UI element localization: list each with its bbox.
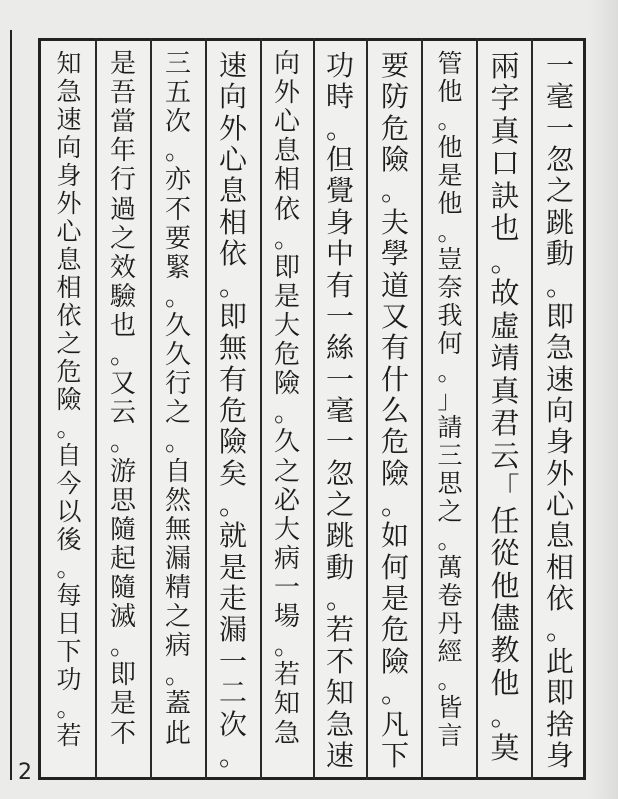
character: 。 <box>437 217 463 246</box>
character: 。 <box>164 660 191 691</box>
character: 息 <box>545 519 574 553</box>
character: 忽 <box>325 456 354 490</box>
character: 相 <box>273 165 300 196</box>
character: 若 <box>56 721 82 750</box>
character: 精 <box>164 572 191 603</box>
character: 丹 <box>437 609 463 638</box>
character: 二 <box>218 676 247 710</box>
character: 有 <box>218 362 247 396</box>
character: 之 <box>545 174 574 208</box>
character: 「 <box>490 471 520 506</box>
character: 是 <box>218 550 247 584</box>
character: 即 <box>273 252 300 283</box>
character: 君 <box>490 406 520 441</box>
character: 是 <box>109 50 136 79</box>
character: 毫 <box>545 80 574 114</box>
character: 今 <box>56 469 82 498</box>
character: 一 <box>218 644 247 678</box>
character: 。 <box>56 413 82 442</box>
character: 訣 <box>490 178 520 213</box>
character: 即 <box>545 676 574 710</box>
character: 時 <box>325 80 354 114</box>
character: 此 <box>545 644 574 678</box>
character: 就 <box>218 519 247 553</box>
character: 以 <box>56 497 82 526</box>
character: 」 <box>437 385 463 414</box>
character: 次 <box>218 707 247 741</box>
character: 功 <box>325 50 354 82</box>
column-rule <box>531 38 533 780</box>
character: 。 <box>56 693 82 722</box>
character: 要 <box>164 223 191 254</box>
character: 毫 <box>325 393 354 427</box>
character: 他 <box>490 568 520 603</box>
character: 防 <box>380 80 409 114</box>
character: 危 <box>380 613 409 647</box>
character: 驗 <box>109 281 136 312</box>
character: 。 <box>437 105 463 134</box>
character: 。 <box>380 676 409 710</box>
character: 五 <box>164 78 191 109</box>
character: 他 <box>437 77 463 106</box>
character: 相 <box>56 273 82 302</box>
character: 知 <box>56 50 82 78</box>
character: 一 <box>545 50 574 82</box>
character: 漏 <box>218 613 247 647</box>
character: 心 <box>273 107 300 138</box>
character: 矣 <box>218 456 247 490</box>
character: 學 <box>380 237 409 271</box>
character: 無 <box>218 331 247 365</box>
character: 也 <box>490 211 520 246</box>
column-rule <box>421 38 423 780</box>
character: 要 <box>380 50 409 82</box>
character: 外 <box>273 78 300 109</box>
character: 字 <box>490 81 520 116</box>
character: 我 <box>437 301 463 330</box>
character: 。 <box>273 398 300 429</box>
character: 。 <box>218 738 247 772</box>
column-rule <box>366 38 368 780</box>
character: 必 <box>273 485 300 516</box>
character: 危 <box>380 425 409 459</box>
character: 依 <box>273 194 300 225</box>
character: 心 <box>56 217 82 246</box>
character: 效 <box>109 252 136 283</box>
character: 思 <box>437 469 463 498</box>
character: 是 <box>273 281 300 312</box>
character: 依 <box>218 237 247 271</box>
character: 絲 <box>325 331 354 365</box>
character: 場 <box>273 602 300 633</box>
character: 之 <box>109 223 136 254</box>
character: 真 <box>490 373 520 408</box>
character: 險 <box>56 385 82 414</box>
character: 年 <box>109 136 136 167</box>
character: 。 <box>109 631 136 662</box>
character: 管 <box>437 50 463 78</box>
character: 危 <box>273 340 300 371</box>
character: 行 <box>109 165 136 196</box>
character: 么 <box>380 393 409 427</box>
character: 。 <box>437 665 463 694</box>
character: 不 <box>164 194 191 225</box>
character: 一 <box>325 299 354 333</box>
character: 一 <box>325 425 354 459</box>
character: 。 <box>545 268 574 302</box>
character: 何 <box>380 550 409 584</box>
character: 危 <box>380 111 409 145</box>
character: 是 <box>380 582 409 616</box>
character: 大 <box>273 514 300 545</box>
character: 隨 <box>109 572 136 603</box>
character: 經 <box>437 637 463 666</box>
character: 險 <box>380 644 409 678</box>
text-column-2 <box>480 50 530 772</box>
character: 外 <box>218 111 247 145</box>
character: 身 <box>545 425 574 459</box>
character: 。 <box>490 698 520 733</box>
character: 大 <box>273 310 300 341</box>
character: 有 <box>325 268 354 302</box>
column-rule <box>95 38 97 780</box>
character: 忽 <box>545 143 574 177</box>
character: 下 <box>56 637 82 666</box>
character: 動 <box>545 237 574 271</box>
character: 從 <box>490 536 520 571</box>
character: 急 <box>325 707 354 741</box>
character: 知 <box>325 676 354 710</box>
character: 緊 <box>164 252 191 283</box>
character: 每 <box>56 581 82 610</box>
character: 任 <box>490 503 520 538</box>
character: 自 <box>164 456 191 487</box>
character: 之 <box>164 398 191 429</box>
character: 兩 <box>490 50 520 83</box>
character: 然 <box>164 485 191 516</box>
character: 向 <box>545 393 574 427</box>
text-column-7 <box>208 50 258 772</box>
character: 相 <box>545 550 574 584</box>
character: 三 <box>437 441 463 470</box>
character: 當 <box>109 107 136 138</box>
character: 外 <box>56 189 82 218</box>
page-number: 2 <box>18 760 32 785</box>
character: 動 <box>325 550 354 584</box>
character: 速 <box>325 738 354 772</box>
character: 跳 <box>325 519 354 553</box>
character: 險 <box>380 456 409 490</box>
character: 口 <box>490 146 520 181</box>
character: 是 <box>109 689 136 720</box>
text-column-6 <box>262 50 312 772</box>
character: 亦 <box>164 165 191 196</box>
character: 功 <box>56 665 82 694</box>
character: 何 <box>437 329 463 358</box>
character: 心 <box>218 143 247 177</box>
text-column-5 <box>315 50 365 772</box>
text-column-9 <box>98 50 148 772</box>
character: 息 <box>273 136 300 167</box>
character: 不 <box>109 718 136 749</box>
character: 病 <box>164 631 191 662</box>
character: 有 <box>380 331 409 365</box>
character: 莫 <box>490 730 520 765</box>
character: 請 <box>437 413 463 442</box>
character: 故 <box>490 276 520 311</box>
character: 奈 <box>437 273 463 302</box>
character: 走 <box>218 582 247 616</box>
character: 思 <box>109 485 136 516</box>
character: 。 <box>109 340 136 371</box>
character: 身 <box>545 738 574 772</box>
character: 虛 <box>490 308 520 343</box>
character: 速 <box>545 362 574 396</box>
character: 云 <box>109 398 136 429</box>
character: 若 <box>325 613 354 647</box>
character: 。 <box>325 111 354 145</box>
character: 相 <box>218 205 247 239</box>
character: 息 <box>218 174 247 208</box>
character: 。 <box>164 427 191 458</box>
character: 次 <box>164 107 191 138</box>
character: 皆 <box>437 693 463 722</box>
character: 。 <box>490 243 520 278</box>
text-column-1 <box>535 50 585 772</box>
character: 言 <box>437 721 463 750</box>
character: 此 <box>164 718 191 749</box>
text-column-8 <box>153 50 203 772</box>
character: 漏 <box>164 543 191 574</box>
character: 下 <box>380 738 409 772</box>
character: 。 <box>545 613 574 647</box>
character: 病 <box>273 543 300 574</box>
character: 行 <box>164 369 191 400</box>
character: 。 <box>380 488 409 522</box>
character: 。 <box>218 488 247 522</box>
character: 險 <box>273 369 300 400</box>
character: 滅 <box>109 602 136 633</box>
character: 無 <box>164 514 191 545</box>
character: 什 <box>380 362 409 396</box>
character: 即 <box>109 660 136 691</box>
character: 向 <box>218 80 247 114</box>
character: 向 <box>56 133 82 162</box>
character: 儘 <box>490 600 520 635</box>
character: 自 <box>56 441 82 470</box>
character: 。 <box>273 223 300 254</box>
character: 他 <box>437 133 463 162</box>
character: 覺 <box>325 174 354 208</box>
character: 。 <box>325 582 354 616</box>
character: 急 <box>56 77 82 106</box>
character: 。 <box>437 357 463 386</box>
character: 向 <box>273 50 300 79</box>
character: 三 <box>164 50 191 79</box>
character: 險 <box>218 425 247 459</box>
character: 游 <box>109 456 136 487</box>
character: 是 <box>437 161 463 190</box>
character: 蓋 <box>164 689 191 720</box>
character: 隨 <box>109 514 136 545</box>
text-column-3 <box>425 50 475 772</box>
character: 道 <box>380 268 409 302</box>
character: 跳 <box>545 205 574 239</box>
character: 身 <box>325 205 354 239</box>
character: 。 <box>218 268 247 302</box>
character: 日 <box>56 609 82 638</box>
character: 中 <box>325 237 354 271</box>
character: 危 <box>56 357 82 386</box>
outer-left-rule <box>10 30 12 780</box>
character: 捨 <box>545 707 574 741</box>
character: 豈 <box>437 245 463 274</box>
character: 吾 <box>109 78 136 109</box>
character: 云 <box>490 438 520 473</box>
character: 一 <box>325 362 354 396</box>
character: 險 <box>380 143 409 177</box>
column-rule <box>205 38 207 780</box>
character: 急 <box>545 331 574 365</box>
character: 依 <box>56 301 82 330</box>
character: 不 <box>325 644 354 678</box>
character: 如 <box>380 519 409 553</box>
character: 真 <box>490 113 520 148</box>
character: 卷 <box>437 581 463 610</box>
text-column-10 <box>44 50 94 772</box>
character: 息 <box>56 245 82 274</box>
character: 後 <box>56 525 82 554</box>
character: 又 <box>109 369 136 400</box>
character: 之 <box>325 488 354 522</box>
character: 若 <box>273 660 300 691</box>
character: 。 <box>109 427 136 458</box>
character: 但 <box>325 143 354 177</box>
character: 速 <box>218 50 247 82</box>
character: 又 <box>380 299 409 333</box>
character: 之 <box>164 602 191 633</box>
page-edge-shadow <box>590 0 618 799</box>
character: 知 <box>273 689 300 720</box>
character: 依 <box>545 582 574 616</box>
character: 久 <box>273 427 300 458</box>
character: 身 <box>56 161 82 190</box>
character: 夫 <box>380 205 409 239</box>
character: 之 <box>56 329 82 358</box>
character: 。 <box>437 525 463 554</box>
character: 危 <box>218 393 247 427</box>
character: 。 <box>380 174 409 208</box>
character: 。 <box>273 631 300 662</box>
character: 之 <box>273 456 300 487</box>
character: 他 <box>490 665 520 700</box>
column-rule <box>150 38 152 780</box>
character: 起 <box>109 543 136 574</box>
character: 萬 <box>437 553 463 582</box>
character: 靖 <box>490 341 520 376</box>
character: 一 <box>273 572 300 603</box>
character: 教 <box>490 633 520 668</box>
character: 速 <box>56 105 82 134</box>
character: 。 <box>56 553 82 582</box>
character: 他 <box>437 189 463 218</box>
character: 之 <box>437 497 463 526</box>
character: 久 <box>164 340 191 371</box>
character: 即 <box>545 299 574 333</box>
character: 凡 <box>380 707 409 741</box>
character: 也 <box>109 310 136 341</box>
character: 。 <box>164 281 191 312</box>
character: 急 <box>273 718 300 749</box>
character: 。 <box>164 136 191 167</box>
character: 一 <box>545 111 574 145</box>
column-rule <box>476 38 478 780</box>
character: 心 <box>545 488 574 522</box>
character: 即 <box>218 299 247 333</box>
character: 過 <box>109 194 136 225</box>
character: 外 <box>545 456 574 490</box>
character: 久 <box>164 310 191 341</box>
text-column-4 <box>370 50 420 772</box>
